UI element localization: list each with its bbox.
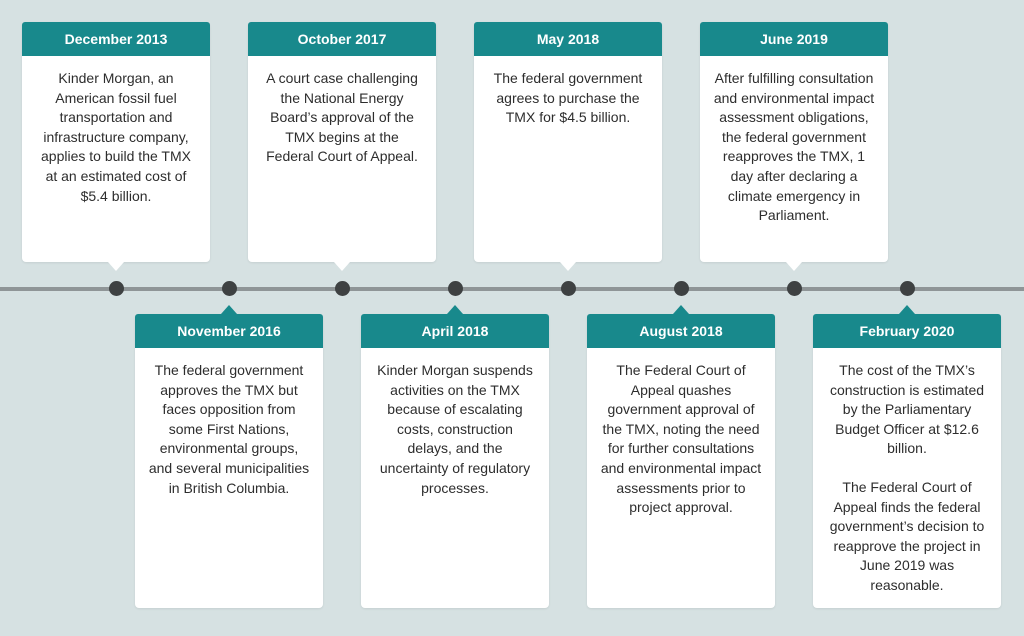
event-card-nov-2016 xyxy=(135,314,323,608)
timeline-dot xyxy=(674,281,689,296)
event-card-may-2018 xyxy=(474,22,662,262)
event-date: October 2017 xyxy=(248,22,436,56)
event-card-apr-2018 xyxy=(361,314,549,608)
event-date: May 2018 xyxy=(474,22,662,56)
timeline-dot xyxy=(900,281,915,296)
event-text: Kinder Morgan suspends activities on the TMX because of escalating costs, construction delays, and the uncertainty of regulatory processes. xyxy=(377,362,533,496)
timeline-dot xyxy=(561,281,576,296)
event-description xyxy=(22,56,210,206)
event-date: June 2019 xyxy=(700,22,888,56)
event-description xyxy=(700,56,888,226)
event-description xyxy=(474,56,662,128)
event-text: The cost of the TMX’s construction is estimated by the Parliamentary Budget Officer at $12.6 billion. xyxy=(829,362,985,457)
event-date: April 2018 xyxy=(361,314,549,348)
event-text: Kinder Morgan, an American fossil fuel transportation and infrastructure company, applies to build the TMX at an estimated cost of $5.4 billion. xyxy=(41,70,191,204)
event-description xyxy=(587,348,775,518)
timeline-dot xyxy=(448,281,463,296)
event-description xyxy=(135,348,323,498)
event-date: August 2018 xyxy=(587,314,775,348)
timeline-dot xyxy=(109,281,124,296)
event-card-aug-2018 xyxy=(587,314,775,608)
timeline-dot xyxy=(222,281,237,296)
event-description xyxy=(248,56,436,167)
event-date: February 2020 xyxy=(813,314,1001,348)
event-description xyxy=(361,348,549,498)
event-text: The Federal Court of Appeal quashes government approval of the TMX, noting the need for further consultations and environmental impact assessments prior to project approval. xyxy=(600,362,762,516)
timeline-dot xyxy=(787,281,802,296)
event-date: December 2013 xyxy=(22,22,210,56)
event-text: The federal government agrees to purchase the TMX for $4.5 billion. xyxy=(493,70,643,126)
timeline-axis xyxy=(0,287,1024,291)
event-card-dec-2013 xyxy=(22,22,210,262)
event-text: A court case challenging the National Energy Board’s approval of the TMX begins at the Federal Court of Appeal. xyxy=(266,70,418,165)
timeline-dot xyxy=(335,281,350,296)
event-card-oct-2017 xyxy=(248,22,436,262)
event-text: After fulfilling consultation and environmental impact assessment obligations, the federal government reapproves the TMX, 1 day after declaring a climate emergency in Parliament. xyxy=(713,70,875,224)
event-description xyxy=(813,348,1001,596)
event-text: The Federal Court of Appeal finds the federal government’s decision to reapprove the project in June 2019 was reasonable. xyxy=(829,478,985,593)
event-date: November 2016 xyxy=(135,314,323,348)
event-card-jun-2019 xyxy=(700,22,888,262)
event-text: The federal government approves the TMX but faces opposition from some First Nations, environmental groups, and several municipalities in British Columbia. xyxy=(148,362,310,496)
event-card-feb-2020 xyxy=(813,314,1001,608)
